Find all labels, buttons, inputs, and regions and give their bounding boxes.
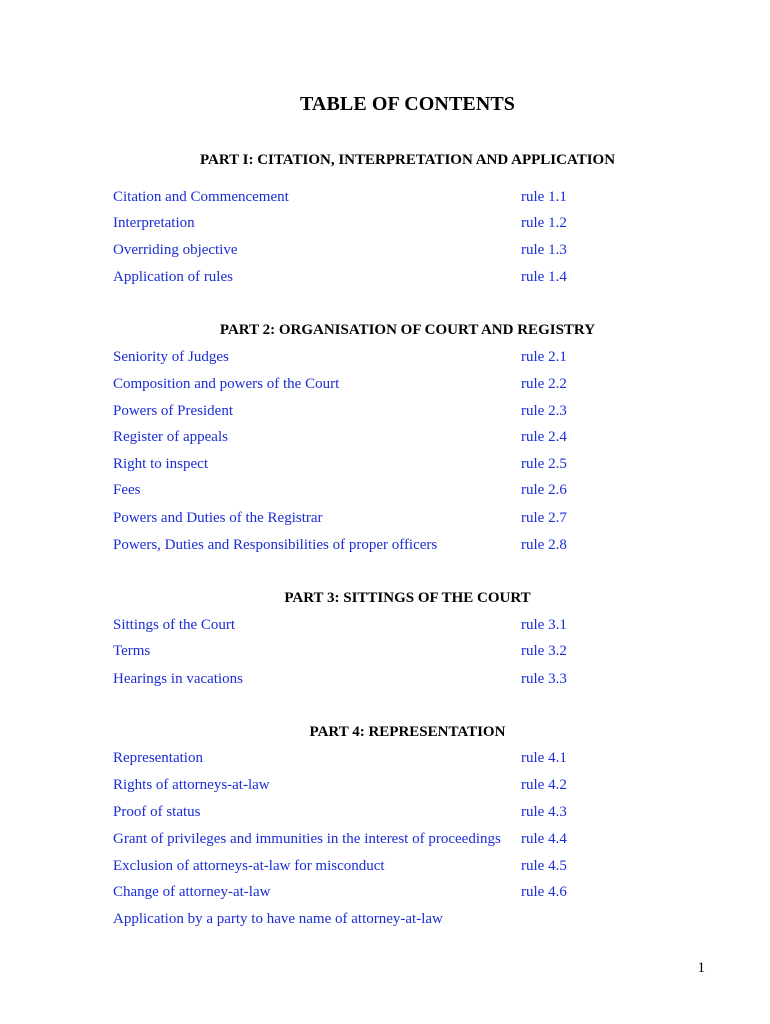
toc-entry-rule[interactable]: rule 3.2 bbox=[521, 643, 567, 659]
toc-entry-rule[interactable]: rule 2.6 bbox=[521, 482, 567, 498]
toc-entry-title[interactable]: Powers of President bbox=[113, 403, 233, 419]
toc-entry-rule[interactable]: rule 1.1 bbox=[521, 189, 567, 205]
toc-entry-title[interactable]: Overriding objective bbox=[113, 242, 238, 258]
part-4-heading: PART 4: REPRESENTATION bbox=[309, 724, 506, 740]
toc-entry[interactable] bbox=[113, 189, 583, 209]
toc-entry-rule[interactable]: rule 2.4 bbox=[521, 429, 567, 445]
toc-entry-title[interactable]: Composition and powers of the Court bbox=[113, 376, 340, 392]
toc-entry-rule[interactable]: rule 4.5 bbox=[521, 858, 567, 874]
toc-entry[interactable] bbox=[113, 482, 583, 502]
toc-entry-rule[interactable]: rule 4.6 bbox=[521, 884, 567, 900]
toc-entry-title[interactable]: Right to inspect bbox=[113, 456, 208, 472]
toc-entry[interactable] bbox=[113, 269, 583, 289]
toc-entry-title[interactable]: Application by a party to have name of attorney-at-law bbox=[113, 911, 443, 927]
toc-entry-rule[interactable]: rule 4.3 bbox=[521, 804, 567, 820]
toc-entry[interactable] bbox=[113, 671, 583, 691]
toc-entry[interactable] bbox=[113, 884, 583, 904]
toc-entry-title[interactable]: Proof of status bbox=[113, 804, 201, 820]
toc-entry-rule[interactable]: rule 4.1 bbox=[521, 750, 567, 766]
toc-entry-title[interactable]: Citation and Commencement bbox=[113, 189, 289, 205]
toc-entry-rule[interactable]: rule 3.3 bbox=[521, 671, 567, 687]
toc-entry-title[interactable]: Terms bbox=[113, 643, 151, 659]
toc-entry[interactable] bbox=[113, 750, 583, 770]
page-title: TABLE OF CONTENTS bbox=[299, 93, 516, 115]
toc-entry-title[interactable]: Fees bbox=[113, 482, 141, 498]
part-2-heading: PART 2: ORGANISATION OF COURT AND REGISTRY bbox=[219, 322, 596, 338]
toc-entry[interactable] bbox=[113, 429, 583, 449]
toc-entry[interactable] bbox=[113, 376, 583, 396]
toc-entry[interactable] bbox=[113, 858, 583, 878]
toc-entry[interactable] bbox=[113, 617, 583, 637]
toc-entry-title[interactable]: Grant of privileges and immunities in the interest of proceedings bbox=[113, 831, 501, 847]
toc-entry-title[interactable]: Application of rules bbox=[113, 269, 233, 285]
toc-entry-rule[interactable]: rule 2.8 bbox=[521, 537, 567, 553]
toc-entry-rule[interactable]: rule 1.3 bbox=[521, 242, 567, 258]
toc-entry[interactable] bbox=[113, 403, 583, 423]
toc-entry-title[interactable]: Sittings of the Court bbox=[113, 617, 236, 633]
toc-entry-rule[interactable]: rule 2.7 bbox=[521, 510, 567, 526]
toc-entry-title[interactable]: Interpretation bbox=[113, 215, 195, 231]
toc-entry-rule[interactable]: rule 2.3 bbox=[521, 403, 567, 419]
toc-entry-title[interactable]: Powers and Duties of the Registrar bbox=[113, 510, 323, 526]
toc-entry-rule[interactable]: rule 3.1 bbox=[521, 617, 567, 633]
toc-entry[interactable] bbox=[113, 804, 583, 824]
part-3-heading: PART 3: SITTINGS OF THE COURT bbox=[284, 590, 531, 606]
toc-entry-rule[interactable]: rule 2.2 bbox=[521, 376, 567, 392]
page-number: 1 bbox=[697, 960, 705, 976]
toc-entry-rule[interactable]: rule 2.1 bbox=[521, 349, 567, 365]
toc-entry[interactable] bbox=[113, 215, 583, 235]
toc-entry-rule[interactable]: rule 2.5 bbox=[521, 456, 567, 472]
toc-entry[interactable] bbox=[113, 242, 583, 262]
toc-entry-rule[interactable]: rule 1.2 bbox=[521, 215, 567, 231]
toc-entry[interactable] bbox=[113, 777, 583, 797]
toc-entry[interactable] bbox=[113, 831, 583, 851]
toc-entry[interactable] bbox=[113, 537, 583, 557]
part-1-heading: PART I: CITATION, INTERPRETATION AND APPLICATION bbox=[199, 152, 616, 168]
toc-entry-rule[interactable]: rule 1.4 bbox=[521, 269, 567, 285]
toc-entry-title[interactable]: Rights of attorneys-at-law bbox=[113, 777, 270, 793]
toc-entry[interactable] bbox=[113, 510, 583, 530]
toc-entry[interactable] bbox=[113, 911, 583, 931]
toc-entry-title[interactable]: Seniority of Judges bbox=[113, 349, 229, 365]
toc-entry-rule[interactable]: rule 4.2 bbox=[521, 777, 567, 793]
toc-entry[interactable] bbox=[113, 349, 583, 369]
toc-entry-title[interactable]: Representation bbox=[113, 750, 203, 766]
toc-entry[interactable] bbox=[113, 456, 583, 476]
toc-entry-title[interactable]: Hearings in vacations bbox=[113, 671, 243, 687]
toc-entry-title[interactable]: Register of appeals bbox=[113, 429, 228, 445]
toc-entry-title[interactable]: Change of attorney-at-law bbox=[113, 884, 271, 900]
toc-entry-title[interactable]: Exclusion of attorneys-at-law for misconduct bbox=[113, 858, 385, 874]
toc-entry-rule[interactable]: rule 4.4 bbox=[521, 831, 567, 847]
toc-entry[interactable] bbox=[113, 643, 583, 663]
toc-entry-title[interactable]: Powers, Duties and Responsibilities of proper officers bbox=[113, 537, 438, 553]
